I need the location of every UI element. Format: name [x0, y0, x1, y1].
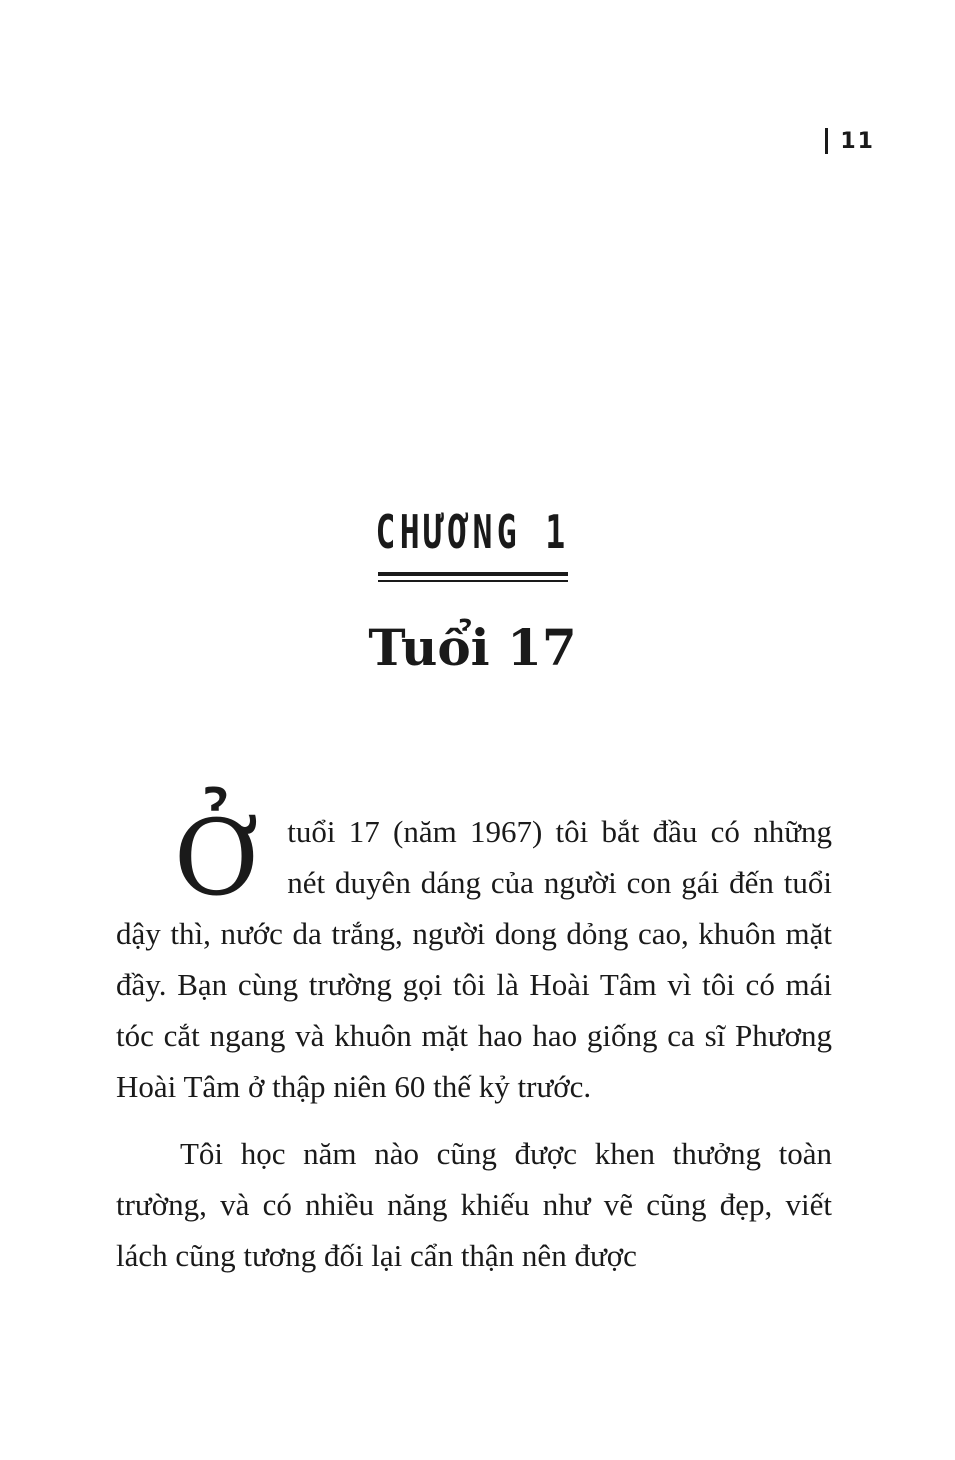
paragraph-1	[116, 797, 832, 1112]
chapter-double-rule	[378, 572, 568, 584]
page-number	[825, 128, 875, 154]
chapter-title: Tuổi 17	[368, 618, 577, 677]
paragraph-2: Tôi học năm nào cũng được khen thưởng toàn trường, và có nhiều năng khiếu như vẽ cũng đẹp, viết lách cũng tương đối lại cẩn thận nên được	[116, 1136, 832, 1273]
chapter-rule-thin	[378, 580, 568, 582]
drop-cap: Ở	[174, 797, 260, 919]
paragraph-1-text: tuổi 17 (năm 1967) tôi bắt đầu có những nét duyên dáng của người con gái đến tuổi dậy thì, nước da trắng, người dong dỏng cao, khuôn mặt đầy. Bạn cùng trường gọi tôi là Hoài Tâm vì tôi có mái tóc cắt ngang và khuôn mặt hao hao giống ca sĩ Phương Hoài Tâm ở thập niên 60 thế kỷ trước.	[116, 814, 832, 1104]
chapter-rule-thick	[378, 572, 568, 576]
chapter-label: CHƯƠNG 1	[375, 505, 570, 559]
body-text	[116, 797, 832, 1281]
page-number-text: 11	[840, 128, 875, 154]
page-number-divider	[825, 128, 828, 154]
